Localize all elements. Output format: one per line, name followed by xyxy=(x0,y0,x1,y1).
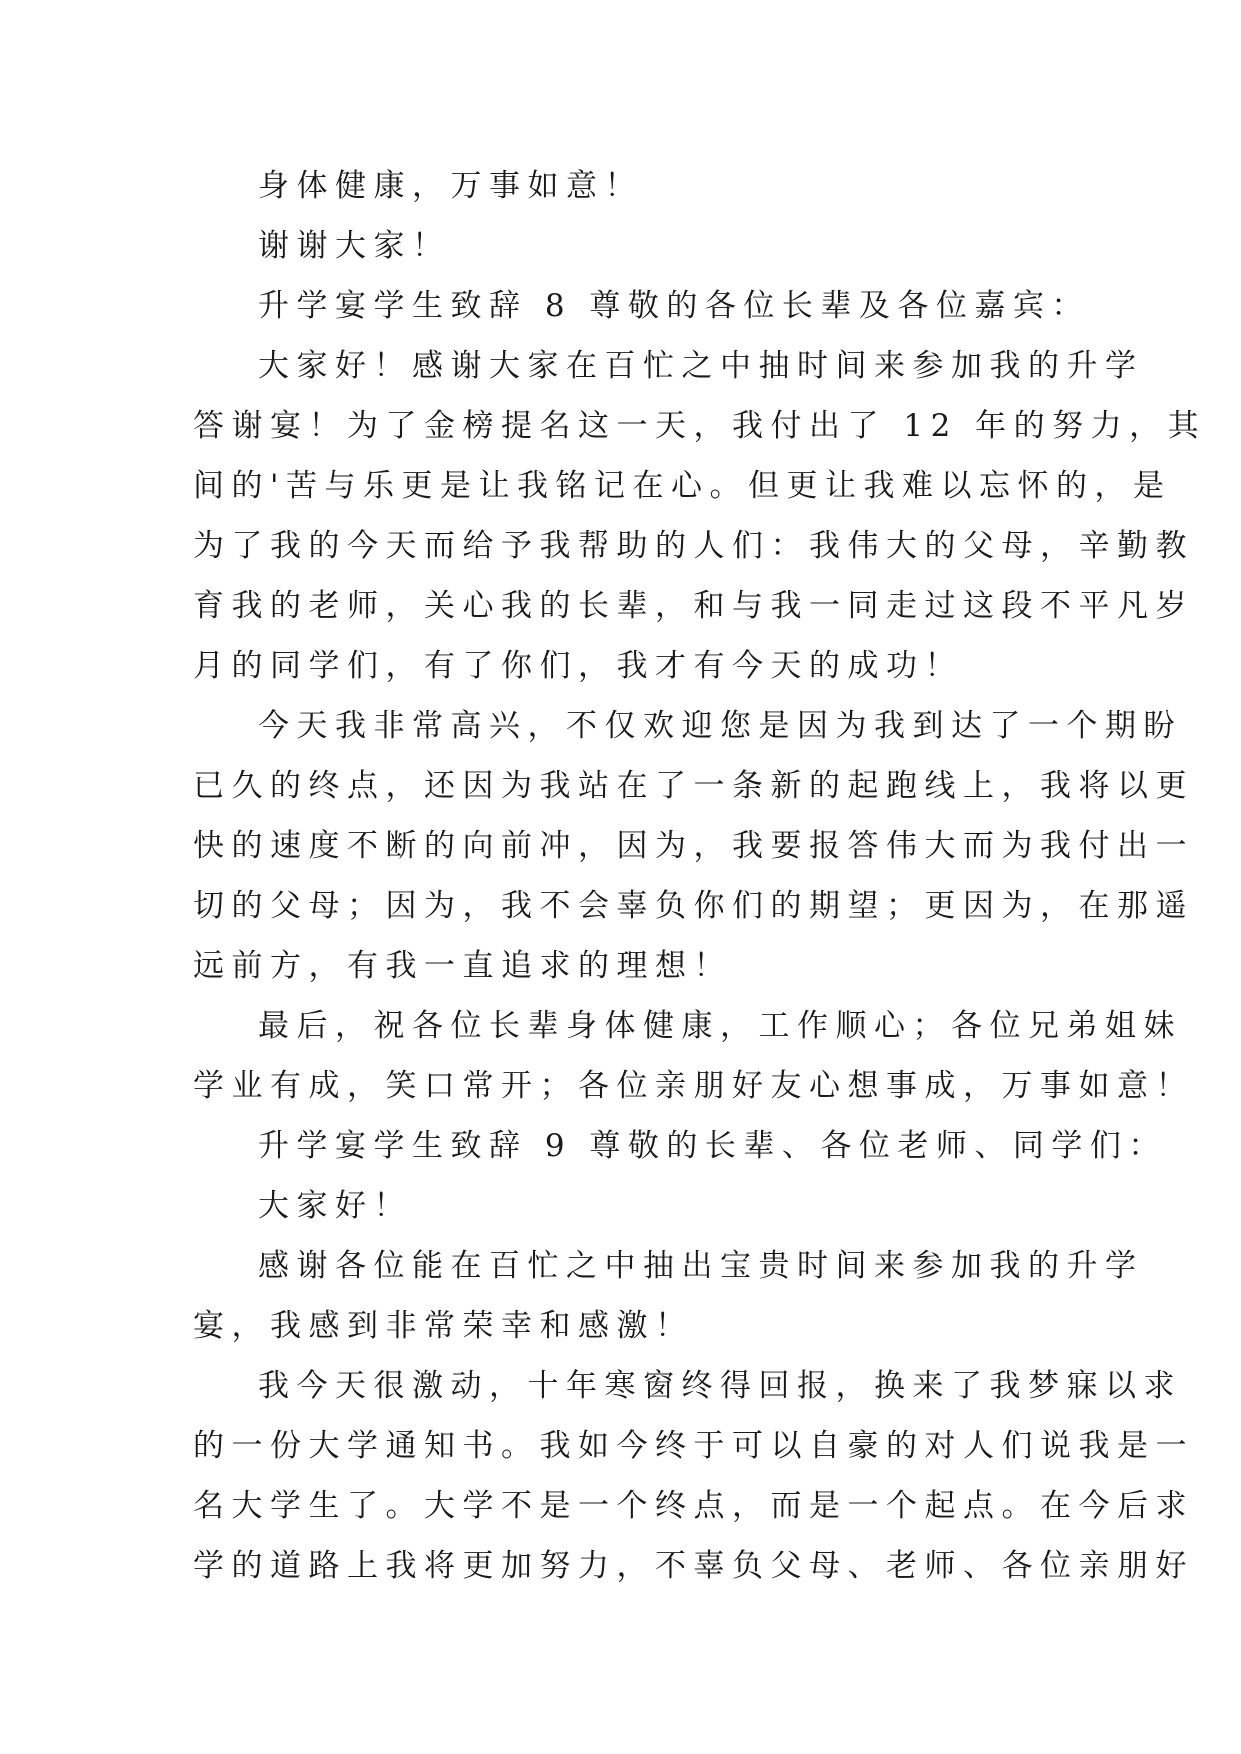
text-line: 今天我非常高兴，不仅欢迎您是因为我到达了一个期盼 xyxy=(258,708,1182,744)
text-line: 升学宴学生致辞 9 尊敬的长辈、各位老师、同学们： xyxy=(258,1128,1167,1164)
text-line: 间的'苦与乐更是让我铭记在心。但更让我难以忘怀的，是 xyxy=(193,468,1172,504)
text-line: 答谢宴！为了金榜提名这一天，我付出了 12 年的努力，其 xyxy=(193,408,1207,444)
text-line: 名大学生了。大学不是一个终点，而是一个起点。在今后求 xyxy=(193,1488,1194,1524)
text-line: 谢谢大家！ xyxy=(258,228,451,264)
text-line: 大家好！ xyxy=(258,1188,412,1224)
text-line: 宴，我感到非常荣幸和感激！ xyxy=(193,1308,694,1344)
text-line: 我今天很激动，十年寒窗终得回报，换来了我梦寐以求 xyxy=(258,1368,1182,1404)
text-line: 快的速度不断的向前冲，因为，我要报答伟大而为我付出一 xyxy=(193,828,1194,864)
text-line: 大家好！感谢大家在百忙之中抽时间来参加我的升学 xyxy=(258,348,1144,384)
text-line: 育我的老师，关心我的长辈，和与我一同走过这段不平凡岁 xyxy=(193,588,1194,624)
text-line: 切的父母；因为，我不会辜负你们的期望；更因为，在那遥 xyxy=(193,888,1194,924)
text-line: 学业有成，笑口常开；各位亲朋好友心想事成，万事如意！ xyxy=(193,1068,1194,1104)
text-line: 最后，祝各位长辈身体健康，工作顺心；各位兄弟姐妹 xyxy=(258,1008,1182,1044)
text-line: 已久的终点，还因为我站在了一条新的起跑线上，我将以更 xyxy=(193,768,1194,804)
text-line: 升学宴学生致辞 8 尊敬的各位长辈及各位嘉宾： xyxy=(258,288,1090,324)
text-line: 感谢各位能在百忙之中抽出宝贵时间来参加我的升学 xyxy=(258,1248,1144,1284)
text-line: 的一份大学通知书。我如今终于可以自豪的对人们说我是一 xyxy=(193,1428,1194,1464)
text-line: 月的同学们，有了你们，我才有今天的成功！ xyxy=(193,648,963,684)
text-line: 学的道路上我将更加努力，不辜负父母、老师、各位亲朋好 xyxy=(193,1548,1194,1584)
text-line: 身体健康，万事如意！ xyxy=(258,168,643,204)
text-line: 远前方，有我一直追求的理想！ xyxy=(193,948,732,984)
text-line: 为了我的今天而给予我帮助的人们：我伟大的父母，辛勤教 xyxy=(193,528,1194,564)
